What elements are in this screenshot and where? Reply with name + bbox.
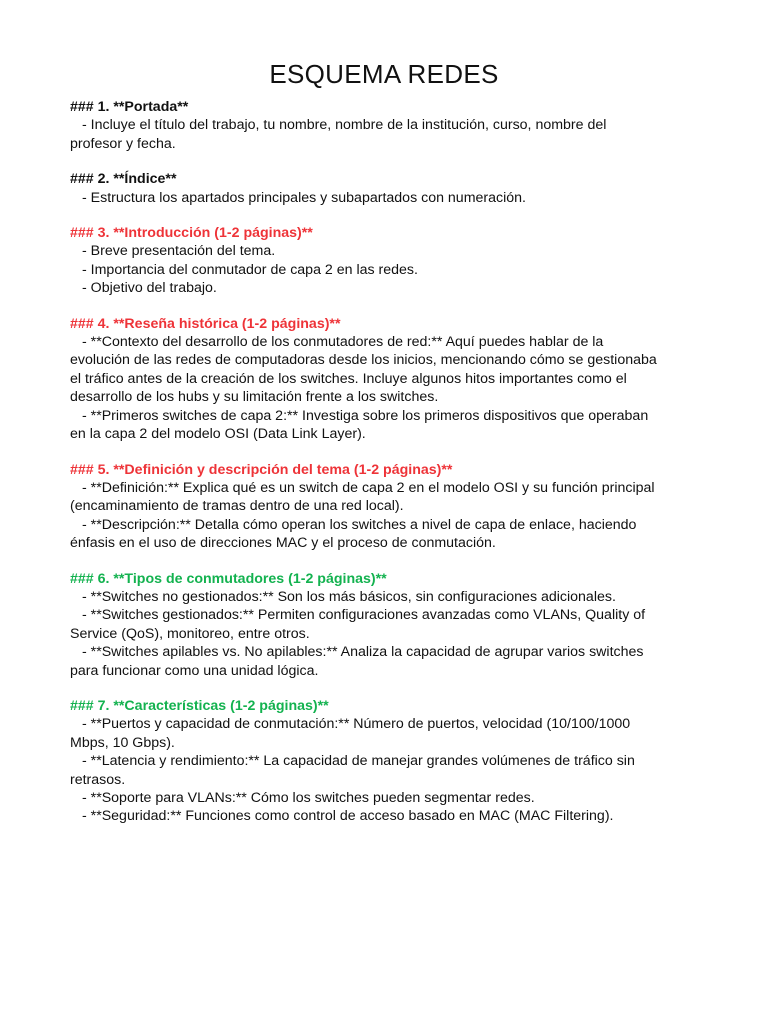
section-line: Mbps, 10 Gbps).	[70, 734, 175, 751]
section-line: desarrollo de los hubs y su limitación frente a los switches.	[70, 389, 439, 406]
section-line: para funcionar como una unidad lógica.	[70, 662, 319, 679]
section-resena-historica	[70, 315, 698, 444]
section-line: - Incluye el título del trabajo, tu nombre, nombre de la institución, curso, nombre del	[82, 117, 607, 134]
section-tipos-conmutadores	[70, 570, 698, 680]
section-line: - **Switches apilables vs. No apilables:** Analiza la capacidad de agrupar varios switches	[82, 644, 644, 661]
section-heading: ### 7. **Características (1-2 páginas)**	[70, 697, 329, 714]
section-line: retrasos.	[70, 771, 126, 788]
section-heading: ### 2. **Índice**	[70, 171, 177, 188]
section-line: - **Switches gestionados:** Permiten configuraciones avanzadas como VLANs, Quality of	[82, 607, 646, 624]
section-line: - Importancia del conmutador de capa 2 en las redes.	[82, 261, 418, 278]
section-line: - **Descripción:** Detalla cómo operan los switches a nivel de capa de enlace, haciendo	[82, 516, 637, 533]
section-line: - Estructura los apartados principales y subapartados con numeración.	[82, 189, 526, 206]
section-line: el tráfico antes de la creación de los switches. Incluye algunos hitos importantes como el	[70, 370, 627, 387]
section-line: - **Switches no gestionados:** Son los más básicos, sin configuraciones adicionales.	[82, 588, 616, 605]
section-heading: ### 6. **Tipos de conmutadores (1-2 páginas)**	[70, 570, 387, 587]
section-line: - Breve presentación del tema.	[82, 243, 276, 260]
section-heading: ### 1. **Portada**	[70, 99, 189, 115]
section-introduccion	[70, 224, 698, 298]
section-heading: ### 3. **Introducción (1-2 páginas)**	[70, 225, 313, 242]
section-portada	[70, 98, 698, 153]
section-line: - **Primeros switches de capa 2:** Investiga sobre los primeros dispositivos que operaban	[82, 407, 649, 424]
section-line: profesor y fecha.	[70, 135, 176, 152]
section-line: - Objetivo del trabajo.	[82, 280, 217, 297]
section-caracteristicas	[70, 697, 698, 826]
document-title: ESQUEMA REDES	[269, 59, 499, 89]
section-line: - **Contexto del desarrollo de los conmutadores de red:** Aquí puedes hablar de la	[82, 334, 604, 351]
section-line: Service (QoS), monitoreo, entre otros.	[70, 625, 310, 642]
section-heading: ### 5. **Definición y descripción del tema (1-2 páginas)**	[70, 461, 453, 478]
section-line: - **Puertos y capacidad de conmutación:** Número de puertos, velocidad (10/100/1000	[82, 716, 631, 733]
section-line: (encaminamiento de tramas dentro de una red local).	[70, 498, 404, 515]
section-line: - **Latencia y rendimiento:** La capacidad de manejar grandes volúmenes de tráfico sin	[82, 753, 635, 770]
section-line: - **Soporte para VLANs:** Cómo los switches pueden segmentar redes.	[82, 790, 535, 806]
section-line: - **Seguridad:** Funciones como control de acceso basado en MAC (MAC Filtering).	[82, 808, 614, 825]
section-line: énfasis en el uso de direcciones MAC y el proceso de conmutación.	[70, 535, 496, 552]
section-line: - **Definición:** Explica qué es un switch de capa 2 en el modelo OSI y su función principal	[82, 479, 655, 496]
section-definicion	[70, 461, 698, 553]
section-indice	[70, 170, 698, 207]
section-heading: ### 4. **Reseña histórica (1-2 páginas)**	[70, 315, 341, 332]
section-line: evolución de las redes de computadoras desde los inicios, mencionando cómo se gestionaba	[70, 352, 657, 369]
section-line: en la capa 2 del modelo OSI (Data Link Layer).	[70, 426, 366, 443]
